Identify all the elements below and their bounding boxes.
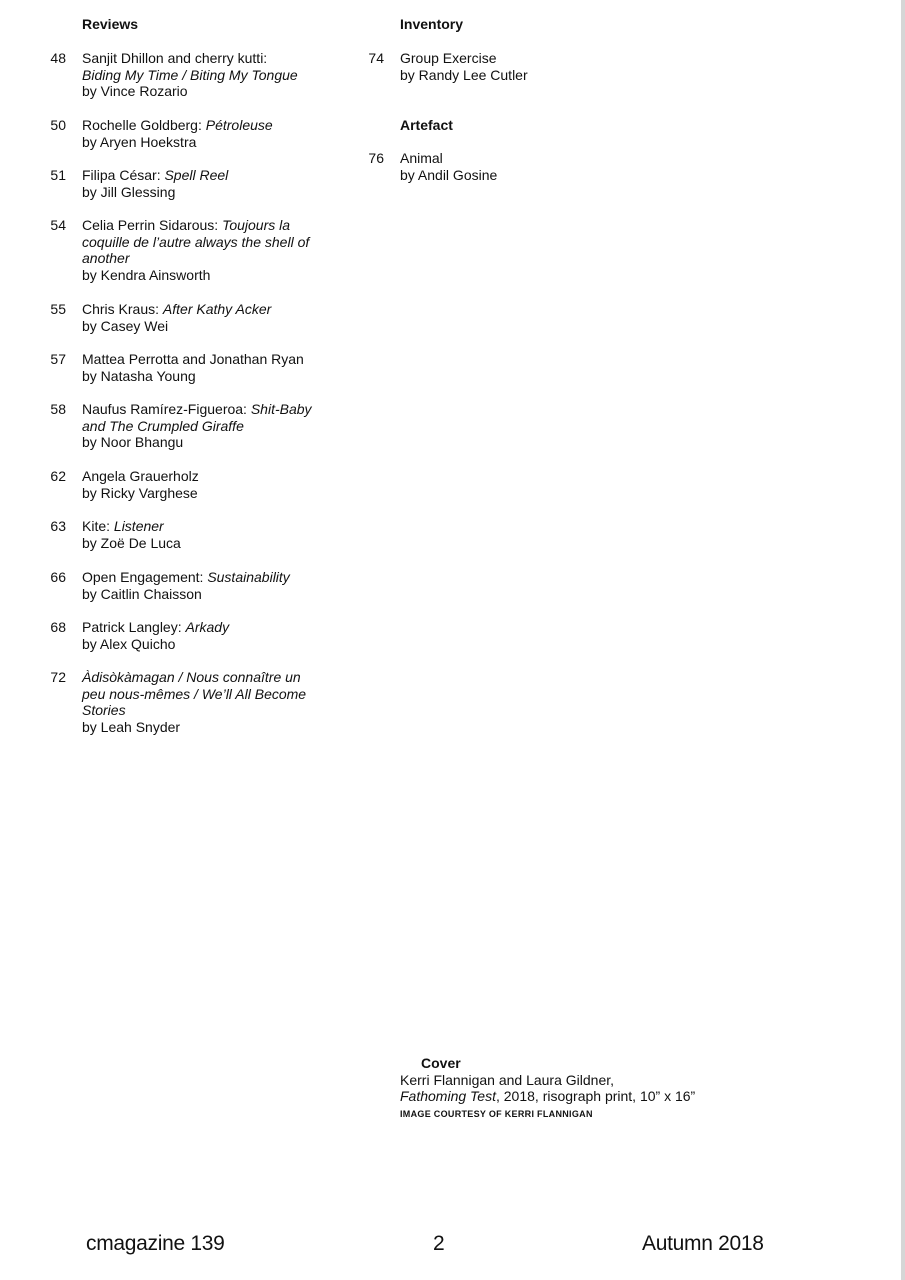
- page-number: 72: [50, 669, 66, 685]
- cover-heading: Cover: [421, 1055, 461, 1071]
- entry-author: by Ricky Varghese: [82, 484, 198, 501]
- artefact-heading: Artefact: [400, 117, 453, 133]
- entry-title: Filipa César:: [82, 167, 165, 183]
- cover-work: [400, 1088, 695, 1105]
- page-number: 51: [50, 167, 66, 183]
- page-number: 54: [50, 217, 66, 233]
- entry-author: by Noor Bhangu: [82, 434, 184, 451]
- entry-author: by Leah Snyder: [82, 719, 181, 736]
- entry-author: by Natasha Young: [82, 367, 196, 384]
- entry-title-italic: Arkady: [185, 619, 230, 635]
- entry-title: Group Exercise: [400, 50, 497, 66]
- entry-title: Naufus Ramírez-Figueroa:: [82, 401, 251, 417]
- entry-author: by Casey Wei: [82, 317, 169, 334]
- page-number: 76: [368, 150, 384, 166]
- footer-magazine: cmagazine 139: [86, 1232, 225, 1255]
- entry-author: by Aryen Hoekstra: [82, 133, 197, 150]
- footer-issue: Autumn 2018: [642, 1232, 764, 1255]
- entry-title: Animal: [400, 150, 443, 166]
- entry-author: by Randy Lee Cutler: [400, 66, 528, 83]
- entry-title: Angela Grauerholz: [82, 468, 199, 484]
- entry-title: Celia Perrin Sidarous:: [82, 217, 223, 233]
- page-number: 66: [50, 569, 66, 585]
- entry-title-italic: Àdisòkàmagan / Nous connaître un peu nous-mêmes / We’ll All Become Stories: [82, 669, 307, 719]
- entry-title-italic: Listener: [113, 518, 164, 534]
- cover-work-details: , 2018, risograph print, 10” x 16”: [495, 1088, 696, 1105]
- inventory-heading: Inventory: [400, 16, 464, 32]
- entry-title-italic: Spell Reel: [164, 167, 229, 183]
- page-number: 63: [50, 518, 66, 534]
- page-number: 55: [50, 301, 66, 317]
- entry-title-italic: Shit-Baby and The Crumpled Giraffe: [82, 401, 312, 434]
- entry-title-italic: Sustainability: [207, 569, 290, 585]
- cover-credit: [400, 1055, 695, 1121]
- cover-work-title: Fathoming Test: [400, 1088, 496, 1105]
- page-number: 48: [50, 50, 66, 66]
- entry-author: by Kendra Ainsworth: [82, 267, 211, 284]
- page-number: 68: [50, 619, 66, 635]
- entry-title: Chris Kraus:: [82, 301, 163, 317]
- entry-author: by Caitlin Chaisson: [82, 585, 202, 602]
- page-number: 58: [50, 401, 66, 417]
- image-credit: IMAGE COURTESY OF KERRI FLANNIGAN: [400, 1109, 593, 1120]
- entry-author: by Andil Gosine: [400, 166, 498, 183]
- entry-author: by Jill Glessing: [82, 183, 176, 200]
- page-edge: [901, 0, 905, 1280]
- entry-title-italic: After Kathy Acker: [162, 301, 272, 317]
- reviews-heading: Reviews: [82, 16, 139, 32]
- entry-title-italic: Biding My Time / Biting My Tongue: [82, 66, 298, 83]
- entry-title: Open Engagement:: [82, 569, 208, 585]
- entry-title-italic: Pétroleuse: [205, 117, 273, 133]
- entry-title: Sanjit Dhillon and cherry kutti:: [82, 50, 268, 66]
- page-number: 74: [368, 50, 384, 66]
- entry-author: by Zoë De Luca: [82, 534, 181, 551]
- page-number: 62: [50, 468, 66, 484]
- entry-author: by Vince Rozario: [82, 83, 188, 100]
- page-number: 50: [50, 117, 66, 133]
- cover-artists: Kerri Flannigan and Laura Gildner,: [400, 1071, 615, 1088]
- entry-author: by Alex Quicho: [82, 635, 176, 652]
- page-number: 57: [50, 351, 66, 367]
- entry-title: Rochelle Goldberg:: [82, 117, 206, 133]
- entry-title: Patrick Langley:: [82, 619, 186, 635]
- entry-title-italic: Toujours la coquille de l’autre always the shell of another: [82, 217, 310, 267]
- entry-title: Mattea Perrotta and Jonathan Ryan: [82, 351, 304, 367]
- footer-page-number: 2: [433, 1232, 445, 1255]
- entry-title: Kite:: [82, 518, 114, 534]
